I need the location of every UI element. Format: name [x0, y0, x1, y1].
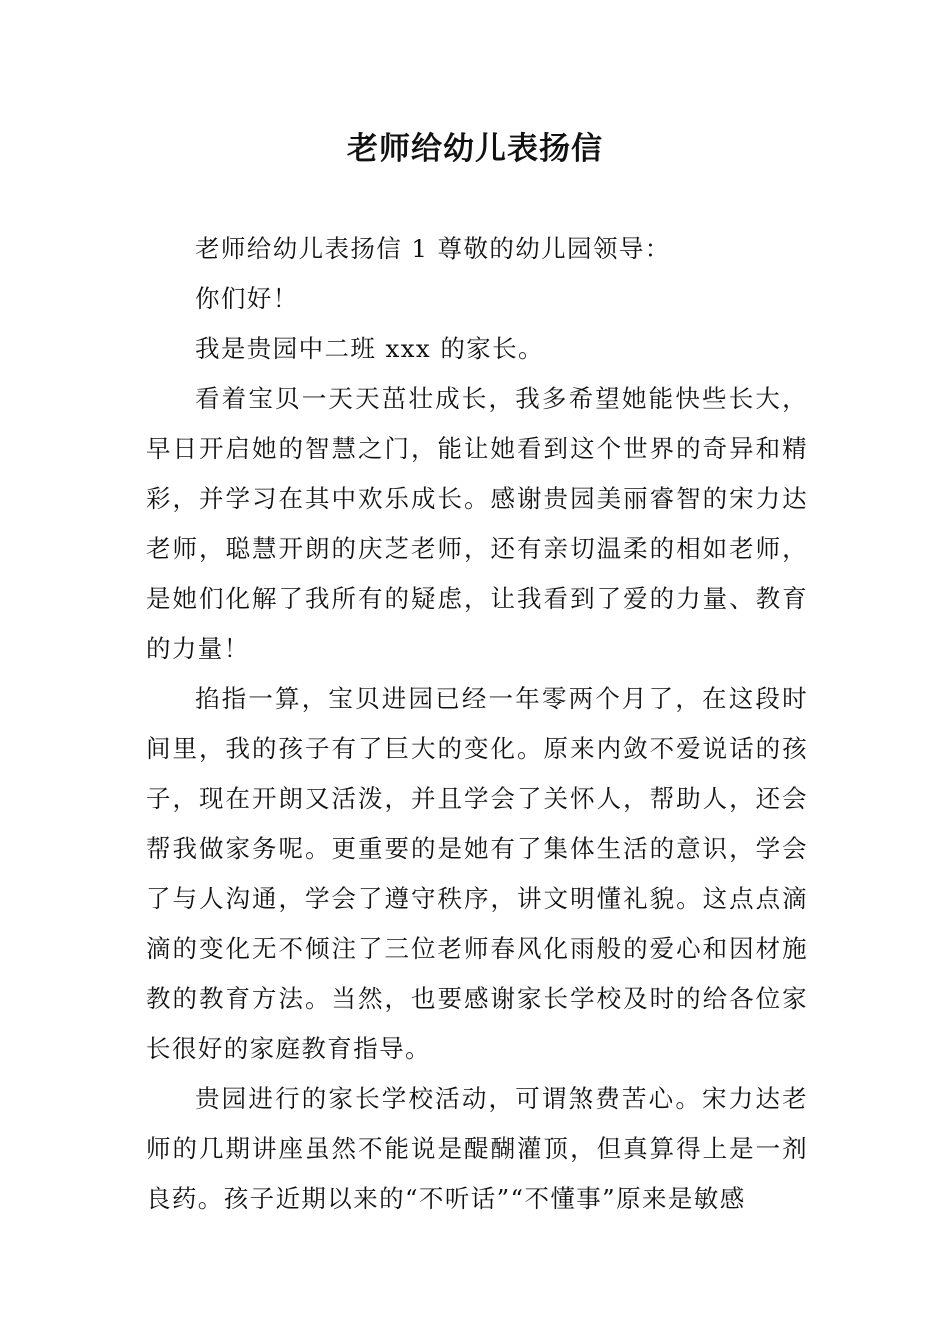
document-body — [146, 224, 808, 1224]
document-title: 老师给幼儿表扬信 — [347, 131, 603, 167]
paragraph-introduction: 我是贵园中二班 xxx 的家长。 — [195, 334, 544, 363]
paragraph-greeting: 你们好！ — [195, 284, 299, 313]
paragraph-salutation: 老师给幼儿表扬信 1 尊敬的幼儿园领导： — [195, 234, 671, 263]
paragraph-gratitude: 看着宝贝一天天茁壮成长，我多希望她能快些长大，早日开启她的智慧之门，能让她看到这个世界的奇异和精彩，并学习在其中欢乐成长。感谢贵园美丽睿智的宋力达老师，聪慧开朗的庆芝老师，还有亲切温柔的相如老师，是她们化解了我所有的疑虑，让我看到了爱的力量、教育的力量！ — [146, 384, 808, 663]
paragraph-changes: 掐指一算，宝贝进园已经一年零两个月了，在这段时间里，我的孩子有了巨大的变化。原来内敛不爱说话的孩子，现在开朗又活泼，并且学会了关怀人，帮助人，还会帮我做家务呢。更重要的是她有了集体生活的意识，学会了与人沟通，学会了遵守秩序，讲文明懂礼貌。这点点滴滴的变化无不倾注了三位老师春风化雨般的爱心和因材施教的教育方法。当然，也要感谢家长学校及时的给各位家长很好的家庭教育指导。 — [146, 684, 808, 1063]
paragraph-parent-school: 贵园进行的家长学校活动，可谓煞费苦心。宋力达老师的几期讲座虽然不能说是醍醐灌顶，但真算得上是一剂良药。孩子近期以来的“不听话”“不懂事”原来是敏感 — [146, 1084, 808, 1213]
